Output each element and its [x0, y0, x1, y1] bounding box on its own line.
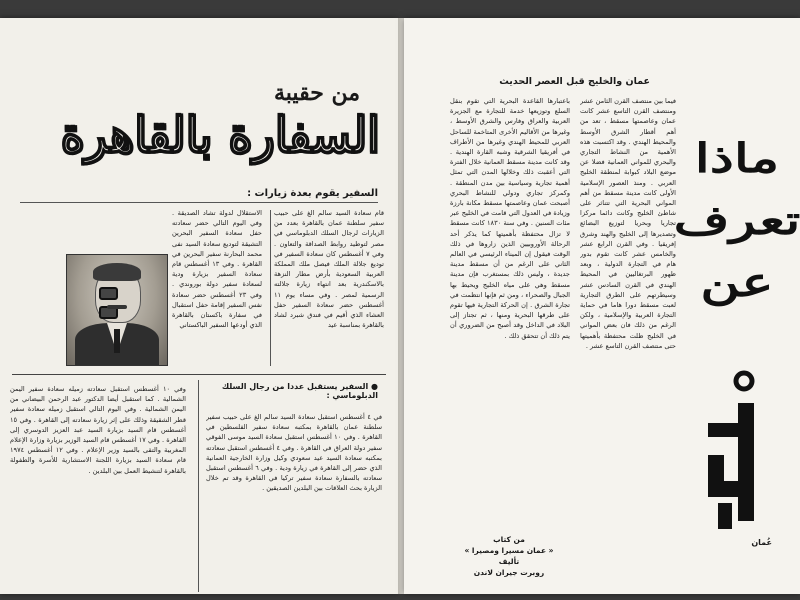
section-column-divider — [198, 380, 199, 592]
subhead: السفير يقوم بعدة زيارات : — [247, 188, 378, 199]
oman-word: عُمان — [751, 538, 772, 547]
section-col-right: في ٤ أغسطس استقبل سعادة السيد سالم الغ على حبيب سفير سلطنة عمان بالقاهرة بمكتبه سعادة سفير الفلسطين في القاهرة . وفي ١٠ أغسطس استقبل سعادة السيد موسى الفوقي سفير دولة العراق في القاهرة . وفي ٤ أغسطس استقبل سعادته بمكتبه سعادة السيد عيد سعودي وكيل وزارة الخارجية العمانية الذي حضر إلى القاهرة في زيارة ودية . وفي ٦ أغسطس استقبل سعادته بالسفارة سعادة سفير تركيا في القاهرة وقد تم خلال الزيارة بحث العلاقات بين البلدين الصديقين . — [206, 413, 382, 493]
article-header: عمان والخليج قبل العصر الحديث — [499, 76, 650, 87]
title-line-1: ماذا — [694, 135, 780, 182]
section-title: ● السفير يستقبل عددا من رجال السلك الدبلوماسي : — [221, 382, 378, 400]
right-page — [404, 18, 800, 594]
column-divider — [270, 210, 271, 366]
headline-kicker: من حقيبة — [274, 80, 360, 106]
article-col-middle: الاستقلال لدولة تشاد الصديقة . وفي اليوم التالي حضر سعادته حفل سعادة السفير البحرين التشيقة لتوديع سعادة السيد نفى محمد البحارنة سفير البحرين في القاهرة . وفي ١٣ أغسطس قام سعادة السفير بزيارة ودية لسعادة سفير دولة بوروندي . وفي ٢٣ أغسطس حضر سعادة نفس السفير إقامة حفل استقبال في سفارة باكستان بالقاهرة الذي أودعها السفير الباكستاني — [172, 209, 262, 330]
headline-main: السفارة بالقاهرة — [60, 106, 380, 164]
left-page — [0, 18, 398, 594]
feature-title — [673, 128, 800, 314]
title-line-2: تعرف — [673, 197, 800, 244]
from-book-label: من كتاب — [493, 535, 525, 544]
author-label: تأليف — [498, 557, 520, 566]
oman-calligraphy-shape — [698, 363, 772, 533]
book-title: « عمان مسيرا ومصيرا » — [464, 546, 554, 555]
article-col-left: باعتبارها القاعدة البحرية التي تقوم بنقل السلع وتوزيعها خدمة للتجارة مع الجزيرة العربية والعراق وفارس والشرق الأوسط ، وغيرها من الأقاليم الأخرى المتاخمة للساحل العربي للمحيط الهندي وغيرها من الأطراف في أفريقيا الشرقية وشبه القارة الهندية . وقد كانت مدينة مسقط العمانية خلال الفترة التي أعقبت ذلك وخلالها المدن التي تمثل أهمية تجارية وسياسية بين مدن المنطقة . وكمركز تجاري ودولي للنشاط البحري أصبحت عمان وعاصمتها مسقط مكانة بارزة وزيادة في العدول التي قامت في الخليج عبر مئات السنين . وفي سنة ١٨٣٠ كانت مسقط لا تزال محتفظة بأهميتها كما يذكر أحد الرحالة الأوروبيين الذين زاروها في ذلك الوقت فيقول إن الميناء الرئيسي في العالم الثاني على الرغم من أن مسقط مدينة جديدة ، وليس ذلك بمستغرب فإن مدينة مسقط وهي على مياه الخليج ويحيط بها الجبال والصحراء ، ومن ثم فإنها انتظمت في تجارة الشرق . إن الحركة التجارية فيها تقوم على طرقها البحرية ومنها ، ثم تجتاز إلى البلاد في الداخل وقد أصبح من الضروري أن يتم ذلك أن تتحقق ذلك . — [450, 97, 570, 340]
article-col-right: قام سعادة السيد سالم الغ على حبيب سفير سلطنة عمان بالقاهرة بعدد من الزيارات لرجال السلك الدبلوماسي في مصر لتوطيد روابط الصداقة والتعاون . وفي ٧ أغسطس كان سعادة السفير في توديع جلالة الملك فيصل ملك المملكة العربية السعودية بأرض مطار النزهة بالاسكندرية بعد انتهاء زيارة جلالته الرسمية لمصر . وفي مساء يوم ١١ أغسطس حضر سعادة السفير حفل العشاء الذي أقيم في فندق شبرد لشاد بالقاهرة بمناسبة عيد — [274, 209, 384, 330]
section-divider — [12, 374, 386, 375]
byline — [454, 534, 564, 578]
subhead-rule — [20, 202, 378, 203]
ambassador-photo — [66, 254, 168, 366]
author-name: روبرت جيران لاندن — [473, 568, 545, 577]
article-col-right: فيما بين منتصف القرن الثامن عشر ومنتصف القرن التاسع عشر كانت عمان وعاصمتها مسقط ، تعد من أهم أقطار الشرق الأوسط والمحيط الهندي . وقد اكتسبت هذه الأهمية من النشاط التجاري والبحري للمواني العمانية فضلا عن موضع البلاد كبوابة لمنطقة الخليج العربي . ومنذ العصور الإسلامية الأولى كانت مدينة مسقط من أهم المواني البحرية التي تتناثر على شاطئ الخليج وكانت دائما مركزا تجاريا وبحريا لتوزيع البضائع وتصديرها إلى الخليج والهند وشرق إفريقيا . وفي القرن الرابع عشر والخامس عشر كانت تقوم بدور هام في التجارة الدولية ، وبعد ظهور البرتغاليين في المحيط الهندي في القرن السادس عشر وسيطرتهم على الطرق التجارية لعبت مسقط دورا هاما في حماية التجارة العربية والإسلامية ، ولكن الرغم من ذلك فان بعض المواني في الخليج ظلت محتفظة بأهميتها حتى منتصف القرن التاسع عشر . — [580, 97, 676, 350]
section-col-left: وفي ١٠ أغسطس استقبل سعادته زميله سعادة سفير اليمن الشمالية . كما استقبل أيضا الدكتور عبد الرحمن البيضاني من اليمن الشمالية . وفي اليوم التالي استقبل زميله سعادة سفير قطر الشقيقة وذلك على إثر زيارة سعادته إلى القاهرة . وفي ١٥ أغسطس قام السيد بزيارة السيد عبد العزيز الدوسري إلى القاهرة . وفي ١٧ أغسطس قام السيد الوزير بزيارة وزارة الإعلام المغربية والتقى بالسيد وزير الإعلام . وفي ١٢ أغسطس ١٩٧٤ قام سعادة السيد بزيارة اللجنة الاستشارية للأسرة والطفولة بالقاهرة لتنشيط العمل بين البلدين . — [10, 385, 186, 475]
oman-calligraphy — [698, 363, 772, 547]
title-line-3: عن — [700, 259, 774, 306]
